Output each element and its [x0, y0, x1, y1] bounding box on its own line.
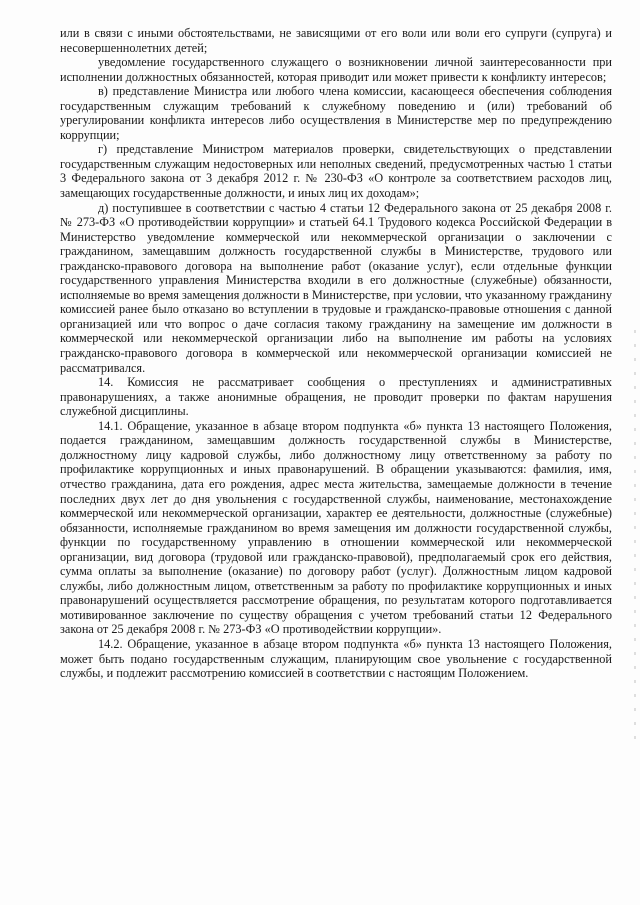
paragraph-14: 14. Комиссия не рассматривает сообщения о преступлениях и административных правонарушениях, а также анонимные обращения, не проводит проверки по фактам нарушения служебной дисциплины.	[60, 375, 612, 419]
paragraph-continuation: или в связи с иными обстоятельствами, не зависящими от его воли или воли его супруги (супруга) и несовершеннолетних детей;	[60, 26, 612, 55]
paragraph-14-1: 14.1. Обращение, указанное в абзаце втором подпункта «б» пункта 13 настоящего Положения, подается гражданином, замещавшим должность государственной службы в Министерстве, должностному лицу кадровой службы, либо должностному лицу ответственному за работу по профилактике коррупционных и иных правонарушений. В обращении указываются: фамилия, имя, отчество гражданина, дата его рождения, адрес места жительства, замещаемые должности в течение последних двух лет до дня увольнения с государственной службы, наименование, местонахождение коммерческой или некоммерческой организации, характер ее деятельности, должностные (служебные) обязанности, исполняемые гражданином во время замещения им должности государственной службы, функции по государственному управлению в отношении коммерческой или некоммерческой организации, вид договора (трудовой или гражданско-правовой), предполагаемый срок его действия, сумма оплаты за выполнение (оказание) по договору работ (услуг). Должностным лицом кадровой службы, либо должностным лицом, ответственным за работу по профилактике коррупционных и иных правонарушений осуществляется рассмотрение обращения, по результатам которого подготавливается мотивированное заключение по существу обращения с учетом требований статьи 12 Федерального закона от 25 декабря 2008 г. № 273-ФЗ «О противодействии коррупции».	[60, 418, 612, 637]
paragraph-item-d: д) поступившее в соответствии с частью 4 статьи 12 Федерального закона от 25 декабря 2008 г. № 273-ФЗ «О противодействии коррупции» и статьей 64.1 Трудового кодекса Российской Федерации в Министерство уведомление коммерческой или некоммерческой организации о заключении с гражданином, замещавшим должность государственной службы в Министерстве, трудового или гражданско-правового договора на выполнение работ (оказание услуг), если отдельные функции государственного управления Министерства входили в его должностные (служебные) обязанности, исполняемые во время замещения должности в Министерстве, при условии, что указанному гражданину комиссией ранее было отказано во вступлении в трудовые и гражданско-правовые отношения с данной организацией или что вопрос о даче согласия такому гражданину на замещение им должности в коммерческой или некоммерческой организации либо на выполнение им работы на условиях гражданско-правового договора в коммерческой или некоммерческой организации комиссией не рассматривался.	[60, 200, 612, 375]
paragraph-notification: уведомление государственного служащего о возникновении личной заинтересованности при исполнении должностных обязанностей, которая приводит или может привести к конфликту интересов;	[60, 55, 612, 84]
paragraph-item-v: в) представление Министра или любого члена комиссии, касающееся обеспечения соблюдения государственным служащим требований к служебному поведению и (или) требований об урегулировании конфликта интересов либо осуществления в Министерстве мер по предупреждению коррупции;	[60, 84, 612, 142]
document-body	[60, 26, 612, 681]
paragraph-14-2: 14.2. Обращение, указанное в абзаце втором подпункта «б» пункта 13 настоящего Положения, может быть подано государственным служащим, планирующим свое увольнение с государственной службы, и подлежит рассмотрению комиссией в соответствии с настоящим Положением.	[60, 636, 612, 681]
scan-edge-marks	[634, 330, 636, 750]
paragraph-item-g: г) представление Министром материалов проверки, свидетельствующих о представлении государственным служащим недостоверных или неполных сведений, предусмотренных частью 1 статьи 3 Федерального закона от 3 декабря 2012 г. № 230-ФЗ «О контроле за соответствием расходов лиц, замещающих государственные должности, и иных лиц их доходам»;	[60, 142, 612, 201]
